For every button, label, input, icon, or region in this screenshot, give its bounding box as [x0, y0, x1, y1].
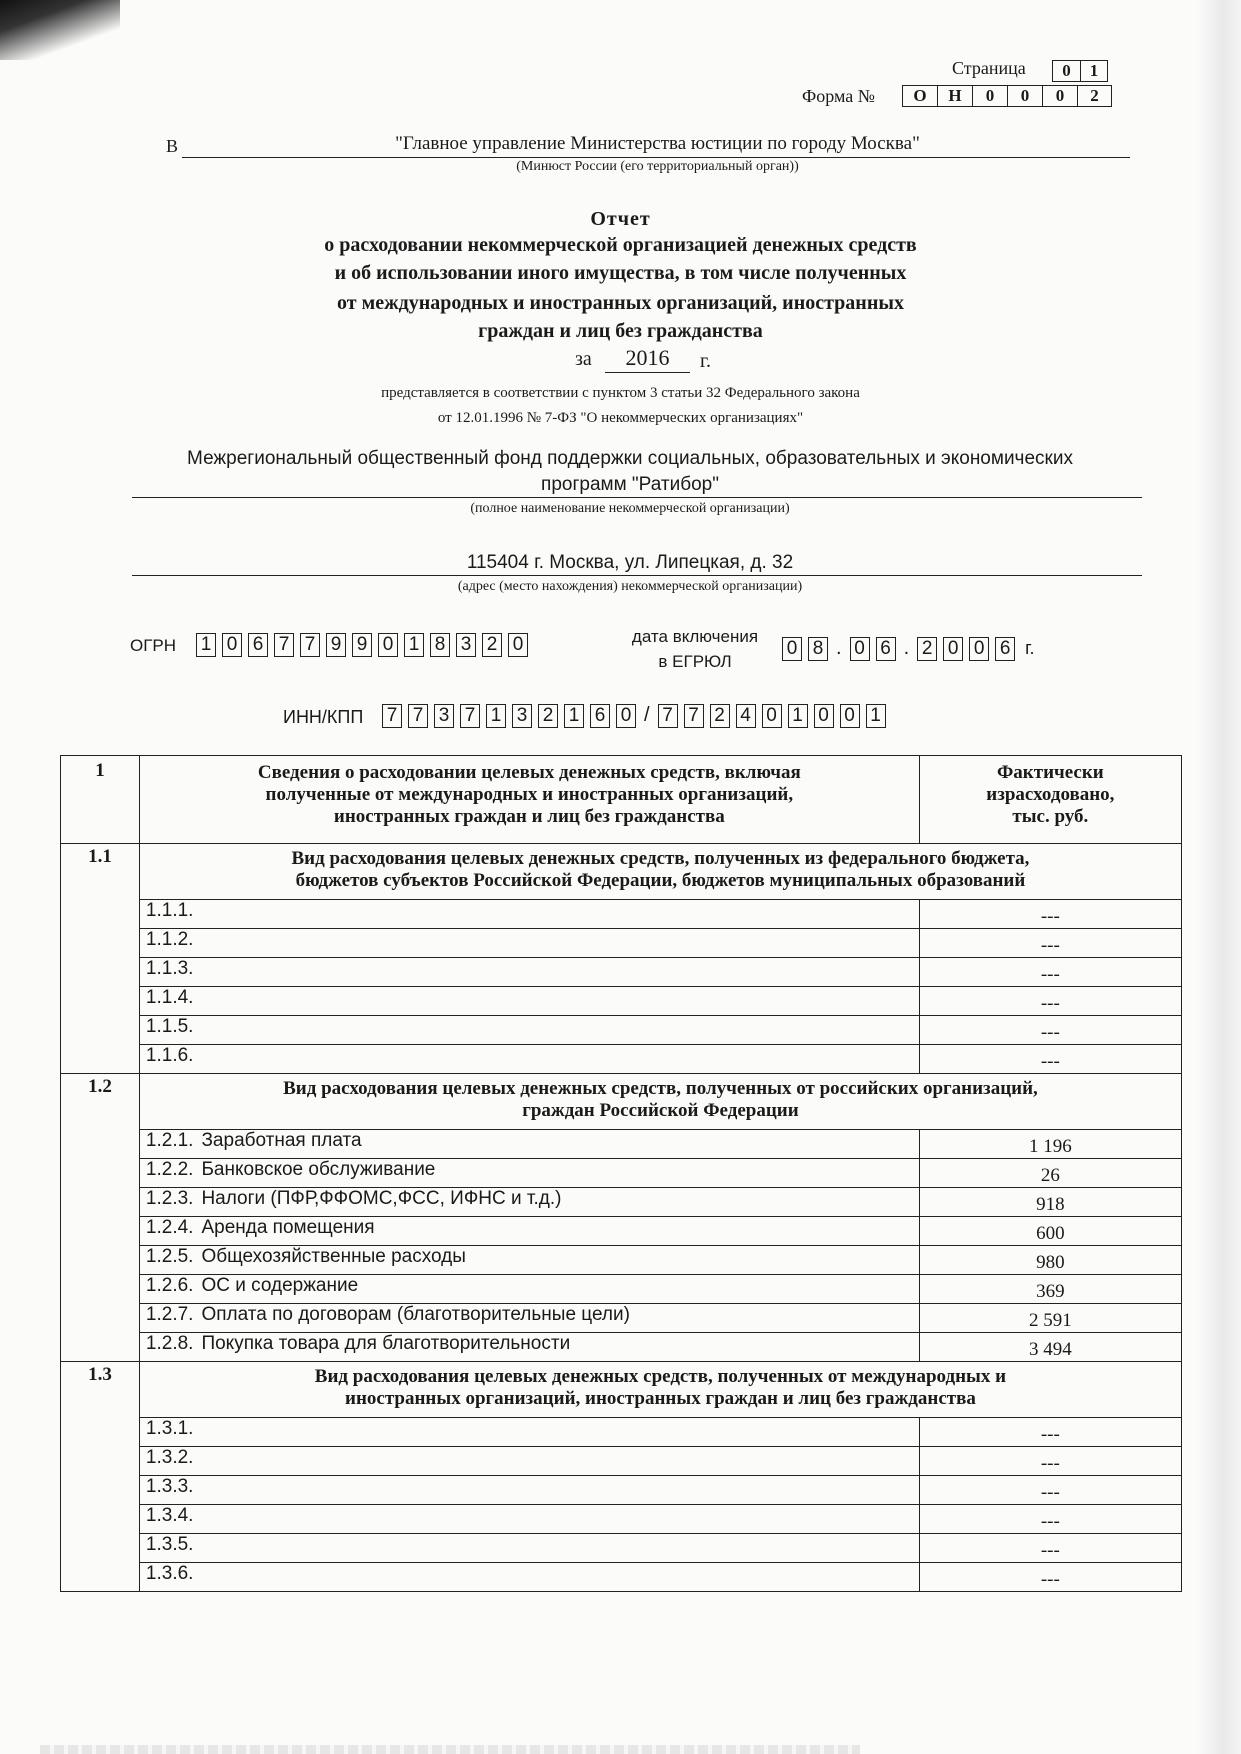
inn-digit: 7: [460, 704, 480, 728]
row-description: Банковское обслуживание: [201, 1159, 436, 1180]
inn-digit: 1: [564, 704, 584, 728]
row-code: 1.2.1.: [145, 1130, 194, 1151]
section-title: [139, 1074, 1181, 1130]
form-digit: 2: [1077, 85, 1112, 107]
ogrn-digit: 7: [300, 633, 320, 657]
row-description: Оплата по договорам (благотворительные цели): [201, 1304, 630, 1325]
page-digit: 0: [1052, 60, 1080, 82]
section-title: [139, 1362, 1181, 1418]
row-code: 1.3.6.: [145, 1563, 194, 1584]
row-label: [139, 900, 919, 929]
inn-digit: 0: [616, 704, 636, 728]
row-code: 1.2.3.: [145, 1188, 194, 1209]
row-label: [139, 1304, 919, 1333]
table-row: [61, 1304, 1182, 1333]
egrul-label: в ЕГРЮЛ: [658, 652, 732, 671]
inn-digit: 3: [434, 704, 454, 728]
section-number: 1.1: [61, 844, 140, 1074]
row-description: Аренда помещения: [201, 1217, 375, 1238]
kpp-digit: 1: [866, 704, 886, 728]
report-subtitle-line: и об использовании иного имущества, в том числе полученных: [334, 262, 907, 284]
row-value: 600: [919, 1217, 1181, 1246]
row-value: ---: [919, 1418, 1181, 1447]
form-digit: 0: [1007, 85, 1042, 107]
table-row: [61, 1333, 1182, 1362]
row-value: ---: [919, 900, 1181, 929]
kpp-digit: 0: [814, 704, 834, 728]
page-digit: 1: [1080, 60, 1108, 82]
date-suffix: г.: [1025, 638, 1035, 658]
row-code: 1.1.3.: [145, 958, 194, 979]
scan-artifact: [40, 1745, 860, 1754]
organization-name: Межрегиональный общественный фонд поддержки социальных, образовательных и экономических: [187, 448, 1073, 469]
header-number: 1: [61, 756, 140, 844]
row-code: 1.3.4.: [145, 1505, 194, 1526]
row-label: [139, 1275, 919, 1304]
row-label: [139, 987, 919, 1016]
row-value: ---: [919, 1476, 1181, 1505]
section-title-row: [61, 1074, 1182, 1130]
inn-kpp-cells: [382, 704, 892, 728]
table-row: [61, 1476, 1182, 1505]
table-row: [61, 1246, 1182, 1275]
ogrn-digit: 9: [352, 633, 372, 657]
row-value: ---: [919, 1505, 1181, 1534]
ogrn-digit: 0: [508, 633, 528, 657]
section-title-line: Вид расходования целевых денежных средств, полученных из федерального бюджета,: [291, 848, 1030, 869]
form-digit: Н: [937, 85, 972, 107]
row-description: Покупка товара для благотворительности: [201, 1333, 571, 1354]
section-title-row: [61, 1362, 1182, 1418]
row-value: ---: [919, 1563, 1181, 1592]
section-title-line: бюджетов субъектов Российской Федерации, бюджетов муниципальных образований: [295, 870, 1026, 891]
row-description: ОС и содержание: [201, 1275, 359, 1296]
date-digit: 8: [808, 637, 828, 661]
year-underline: [605, 372, 690, 373]
page-label: Страница: [952, 58, 1026, 78]
row-label: [139, 1447, 919, 1476]
header-description: [139, 756, 919, 844]
header-value-line: Фактически: [996, 762, 1104, 783]
expenditure-table: [60, 755, 1182, 1592]
organization-address: 115404 г. Москва, ул. Липецкая, д. 32: [466, 552, 794, 573]
row-label: [139, 958, 919, 987]
row-value: ---: [919, 1447, 1181, 1476]
row-code: 1.3.1.: [145, 1418, 194, 1439]
law-reference: от 12.01.1996 № 7-ФЗ "О некоммерческих организациях": [437, 410, 804, 426]
table-row: [61, 1563, 1182, 1592]
table-row: [61, 1130, 1182, 1159]
row-code: 1.3.5.: [145, 1534, 194, 1555]
date-digit: 6: [995, 637, 1015, 661]
year-suffix: г.: [700, 350, 711, 372]
row-code: 1.3.2.: [145, 1447, 194, 1468]
header-description-line: иностранных граждан и лиц без гражданства: [333, 806, 725, 827]
address-caption: (адрес (место нахождения) некоммерческой организации): [457, 579, 803, 594]
row-code: 1.1.5.: [145, 1016, 194, 1037]
ogrn-digit: 7: [274, 633, 294, 657]
recipient-name: "Главное управление Министерства юстиции по городу Москва": [395, 133, 920, 154]
report-subtitle-line: граждан и лиц без гражданства: [478, 320, 763, 342]
table-header-row: [61, 756, 1182, 844]
ogrn-digit: 1: [404, 633, 424, 657]
scan-edge: [1197, 0, 1241, 1754]
header-value-line: тыс. руб.: [1012, 806, 1089, 827]
date-separator: .: [903, 637, 910, 659]
section-number: 1.2: [61, 1074, 140, 1362]
section-title: [139, 844, 1181, 900]
inn-digit: 7: [408, 704, 428, 728]
table-row: [61, 1045, 1182, 1074]
report-subtitle-line: от международных и иностранных организаций, иностранных: [337, 292, 904, 314]
row-value: ---: [919, 1016, 1181, 1045]
form-label: Форма №: [802, 86, 875, 106]
inn-digit: 1: [486, 704, 506, 728]
table-row: [61, 1505, 1182, 1534]
section-title-row: [61, 844, 1182, 900]
law-reference: представляется в соответствии с пунктом 3 статьи 32 Федерального закона: [381, 385, 860, 401]
kpp-digit: 0: [840, 704, 860, 728]
row-label: [139, 1563, 919, 1592]
section-title-line: граждан Российской Федерации: [522, 1100, 799, 1121]
organization-name: программ "Ратибор": [541, 474, 719, 495]
inn-kpp-slash: /: [644, 704, 650, 726]
row-label: [139, 1476, 919, 1505]
row-value: ---: [919, 987, 1181, 1016]
date-digit: 0: [850, 637, 870, 661]
table-row: [61, 1188, 1182, 1217]
form-digit: О: [902, 85, 937, 107]
row-code: 1.2.2.: [145, 1159, 194, 1180]
table-row: [61, 958, 1182, 987]
row-description: Заработная плата: [201, 1130, 362, 1151]
row-label: [139, 929, 919, 958]
inn-digit: 3: [512, 704, 532, 728]
year-prefix: за: [575, 348, 592, 370]
row-code: 1.2.5.: [145, 1246, 194, 1267]
row-code: 1.1.2.: [145, 929, 194, 950]
row-description: Налоги (ПФР,ФФОМС,ФСС, ИФНС и т.д.): [201, 1188, 562, 1209]
inn-kpp-label: ИНН/КПП: [283, 707, 364, 727]
section-number: 1.3: [61, 1362, 140, 1592]
scan-shadow: [0, 0, 120, 60]
form-digit: 0: [1042, 85, 1077, 107]
row-value: ---: [919, 929, 1181, 958]
address-underline: [132, 575, 1142, 576]
section-title-line: иностранных организаций, иностранных граждан и лиц без гражданства: [345, 1388, 976, 1409]
organization-underline: [132, 497, 1142, 498]
row-code: 1.2.4.: [145, 1217, 194, 1238]
row-code: 1.1.1.: [145, 900, 194, 921]
row-code: 1.2.8.: [145, 1333, 194, 1354]
report-subtitle-line: о расходовании некоммерческой организацией денежных средств: [324, 234, 917, 256]
row-value: 1 196: [919, 1130, 1181, 1159]
row-label: [139, 1333, 919, 1362]
kpp-digit: 0: [762, 704, 782, 728]
row-value: 26: [919, 1159, 1181, 1188]
form-digit: 0: [972, 85, 1007, 107]
organization-caption: (полное наименование некоммерческой организации): [470, 501, 790, 516]
row-code: 1.1.4.: [145, 987, 194, 1008]
row-label: [139, 1217, 919, 1246]
row-value: ---: [919, 1534, 1181, 1563]
kpp-digit: 2: [710, 704, 730, 728]
date-digit: 0: [943, 637, 963, 661]
date-digit: 2: [917, 637, 937, 661]
section-title-line: Вид расходования целевых денежных средств, полученных от международных и: [314, 1366, 1007, 1387]
row-label: [139, 1246, 919, 1275]
inn-digit: 6: [590, 704, 610, 728]
ogrn-digit: 6: [248, 633, 268, 657]
table-row: [61, 1159, 1182, 1188]
date-digit: 0: [969, 637, 989, 661]
egrul-label: дата включения: [631, 627, 759, 646]
inn-digit: 7: [382, 704, 402, 728]
table-row: [61, 929, 1182, 958]
report-title: Отчет: [590, 208, 651, 230]
form-number-cells: [902, 85, 1112, 107]
row-value: 980: [919, 1246, 1181, 1275]
recipient-caption: (Минюст России (его территориальный орган)): [516, 159, 799, 174]
ogrn-digit: 3: [456, 633, 476, 657]
kpp-digit: 1: [788, 704, 808, 728]
table-row: [61, 1016, 1182, 1045]
ogrn-digit: 9: [326, 633, 346, 657]
table-row: [61, 1275, 1182, 1304]
inn-digit: 2: [538, 704, 558, 728]
table-row: [61, 1418, 1182, 1447]
row-label: [139, 1534, 919, 1563]
table-row: [61, 1447, 1182, 1476]
table-row: [61, 1534, 1182, 1563]
row-label: [139, 1159, 919, 1188]
row-code: 1.2.6.: [145, 1275, 194, 1296]
kpp-digit: 7: [684, 704, 704, 728]
row-label: [139, 1130, 919, 1159]
report-year: 2016: [625, 345, 670, 370]
row-value: 3 494: [919, 1333, 1181, 1362]
header-description-line: Сведения о расходовании целевых денежных средств, включая: [257, 762, 801, 783]
row-description: Общехозяйственные расходы: [201, 1246, 466, 1267]
header-value: [919, 756, 1181, 844]
ogrn-digit: 0: [378, 633, 398, 657]
ogrn-cells: [196, 633, 534, 657]
row-value: ---: [919, 1045, 1181, 1074]
table-row: [61, 900, 1182, 929]
row-value: ---: [919, 958, 1181, 987]
ogrn-digit: 1: [196, 633, 216, 657]
ogrn-digit: 2: [482, 633, 502, 657]
row-label: [139, 1188, 919, 1217]
date-separator: .: [836, 637, 842, 659]
ogrn-digit: 0: [222, 633, 242, 657]
row-code: 1.1.6.: [145, 1045, 194, 1066]
row-label: [139, 1418, 919, 1447]
row-value: 369: [919, 1275, 1181, 1304]
header-value-line: израсходовано,: [986, 784, 1115, 805]
row-code: 1.2.7.: [145, 1304, 194, 1325]
kpp-digit: 7: [658, 704, 678, 728]
row-label: [139, 1016, 919, 1045]
date-digit: 0: [782, 637, 802, 661]
row-value: 918: [919, 1188, 1181, 1217]
header-description-line: полученные от международных и иностранных организаций,: [265, 784, 794, 805]
ogrn-digit: 8: [430, 633, 450, 657]
recipient-underline: [182, 157, 1130, 158]
recipient-prefix: В: [166, 136, 179, 156]
row-value: 2 591: [919, 1304, 1181, 1333]
page-number-cells: [1052, 60, 1108, 82]
ogrn-label: ОГРН: [130, 636, 177, 655]
table-row: [61, 1217, 1182, 1246]
table-row: [61, 987, 1182, 1016]
section-title-line: Вид расходования целевых денежных средств, полученных от российских организаций,: [283, 1078, 1038, 1099]
date-digit: 6: [876, 637, 896, 661]
egrul-date-cells: [782, 637, 1035, 661]
kpp-digit: 4: [736, 704, 756, 728]
row-label: [139, 1505, 919, 1534]
row-code: 1.3.3.: [145, 1476, 194, 1497]
row-label: [139, 1045, 919, 1074]
